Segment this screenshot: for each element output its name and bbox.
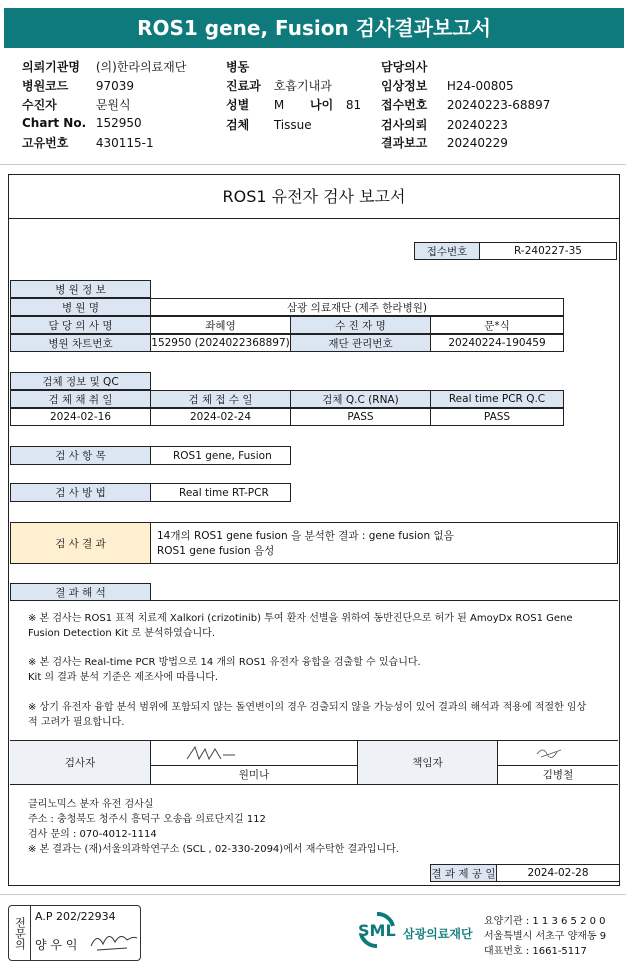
tester-divider [150,765,358,766]
interp-section-title: 결 과 해 석 [10,583,151,601]
lab-line-3: 검사 문의 : 070-4012-1114 [28,829,157,840]
responsible-label: 책임자 [357,740,498,785]
header-report-date: 결과보고 20240229 [381,136,508,150]
result-line-1: 14개의 ROS1 gene fusion 을 분석한 결과 : gene fusion 없음 [157,530,454,542]
header-age: 나이 81 [310,98,362,112]
interp-line-4: Kit 의 결과 분석 기준은 제조사에 따릅니다. [28,672,219,683]
spec-value-rna-qc: PASS [290,408,431,426]
method-label: 검 사 방 법 [10,483,151,502]
header-unique-no: 고유번호 430115-1 [22,136,154,150]
hospital-section-title: 병 원 정 보 [10,280,151,298]
stamp-vertical-label: 전문의 [9,906,31,960]
interp-line-3: ※ 본 검사는 Real-time PCR 방법으로 14 개의 ROS1 유전자 융합을 검출할 수 있습니다. [28,657,421,668]
tester-name: 원미나 [238,769,270,781]
company-name: 삼광의료재단 [403,927,473,941]
spec-header-pcr-qc: Real time PCR Q.C [430,390,564,408]
patient-label: 수 진 자 명 [290,316,431,334]
header-divider [0,164,626,165]
foundation-value: 20240224-190459 [430,334,564,352]
spec-value-receipt: 2024-02-24 [150,408,291,426]
result-label: 검 사 결 과 [10,522,151,564]
header-receipt-no: 접수번호 20240223-68897 [381,98,551,112]
chart-label: 병원 차트번호 [10,334,151,352]
header-attending-doctor: 담당의사 [381,60,428,74]
spec-value-collect: 2024-02-16 [10,408,151,426]
header-request-date: 검사의뢰 20240223 [381,118,508,132]
hospital-name-label: 병 원 명 [10,298,151,316]
institution-code: 요양기관 : 1 1 3 6 5 2 0 0 [484,916,606,927]
patient-value: 문*식 [430,316,564,334]
company-address: 서울특별시 서초구 양재동 9 [484,931,607,942]
interp-line-1: ※ 본 검사는 ROS1 표적 치료제 Xalkori (crizotinib) 투여 환자 선별을 위하여 동반진단으로 허가 된 AmoyDx ROS1 Gene [28,613,573,624]
receipt-label: 접수번호 [414,242,480,260]
spec-value-pcr-qc: PASS [430,408,564,426]
stamp-ap-number: A.P 202/22934 [35,910,116,923]
hospital-name-value: 삼광 의료재단 (제주 한라병원) [150,298,564,316]
report-date-value: 2024-02-28 [496,864,620,882]
responsible-name: 김병철 [542,769,574,781]
responsible-signature-icon [535,744,565,760]
interp-line-6: 적 고려가 필요합니다. [28,717,125,728]
spec-header-receipt: 검 체 접 수 일 [150,390,291,408]
sml-logo-text: SML [358,921,396,940]
header-hospital-code: 병원코드 97039 [22,79,135,93]
foundation-label: 재단 관리번호 [290,334,431,352]
header-specimen: 검체 Tissue [226,118,312,132]
result-line-2: ROS1 gene fusion 음성 [157,545,275,557]
interp-line-2: Fusion Detection Kit 로 분석하였습니다. [28,628,215,639]
stamp-doctor-name: 양 우 익 [35,938,78,952]
doctor-label: 담 당 의 사 명 [10,316,151,334]
chart-value: 152950 (2024022368897) [150,334,291,352]
test-item-value: ROS1 gene, Fusion [150,446,291,465]
company-phone: 대표번호 : 1661-5117 [484,946,587,957]
stamp-signature-icon [87,926,139,956]
report-banner-title: ROS1 gene, Fusion 검사결과보고서 [4,8,624,48]
header-department: 진료과 호흡기내과 [226,79,332,93]
header-clinical-info: 임상정보 H24-00805 [381,79,514,93]
report-date-label: 결 과 제 공 일 [430,864,497,882]
interp-line-5: ※ 상기 유전자 융합 분석 범위에 포함되지 않는 돌연변이의 경우 검출되지 않을 가능성이 있어 결과의 해석과 적용에 적절한 임상 [28,702,587,713]
test-item-label: 검 사 항 목 [10,446,151,465]
tester-signature-icon [185,743,245,763]
header-chart-no: Chart No. 152950 [22,116,142,130]
interp-divider [10,600,618,601]
footer-divider [0,894,626,895]
spec-header-collect: 검 체 채 취 일 [10,390,151,408]
tester-label: 검사자 [10,740,151,785]
receipt-value: R-240227-35 [479,242,617,260]
specialist-stamp [8,905,141,961]
header-ward: 병동 [226,60,250,74]
result-value [150,522,618,564]
method-value: Real time RT-PCR [150,483,291,502]
lab-line-2: 주소 : 충청북도 청주시 흥덕구 오송읍 의료단지길 112 [28,814,266,825]
doctor-value: 좌혜영 [150,316,291,334]
lab-line-4: ※ 본 결과는 (재)서울의과학연구소 (SCL , 02-330-2094)에서 재수탁한 결과입니다. [28,844,399,855]
specimen-section-title: 검체 정보 및 QC [10,372,151,390]
spec-header-rna-qc: 검체 Q.C (RNA) [290,390,431,408]
header-client: 의뢰기관명 (의)한라의료재단 [22,60,187,74]
header-sex: 성별 M [226,98,285,112]
tester-cell [150,740,358,785]
lab-line-1: 클리노믹스 분자 유전 검사실 [28,799,154,810]
report-title: ROS1 유전자 검사 보고서 [8,174,620,219]
header-patient: 수진자 문원식 [22,98,131,112]
responsible-divider [497,765,618,766]
